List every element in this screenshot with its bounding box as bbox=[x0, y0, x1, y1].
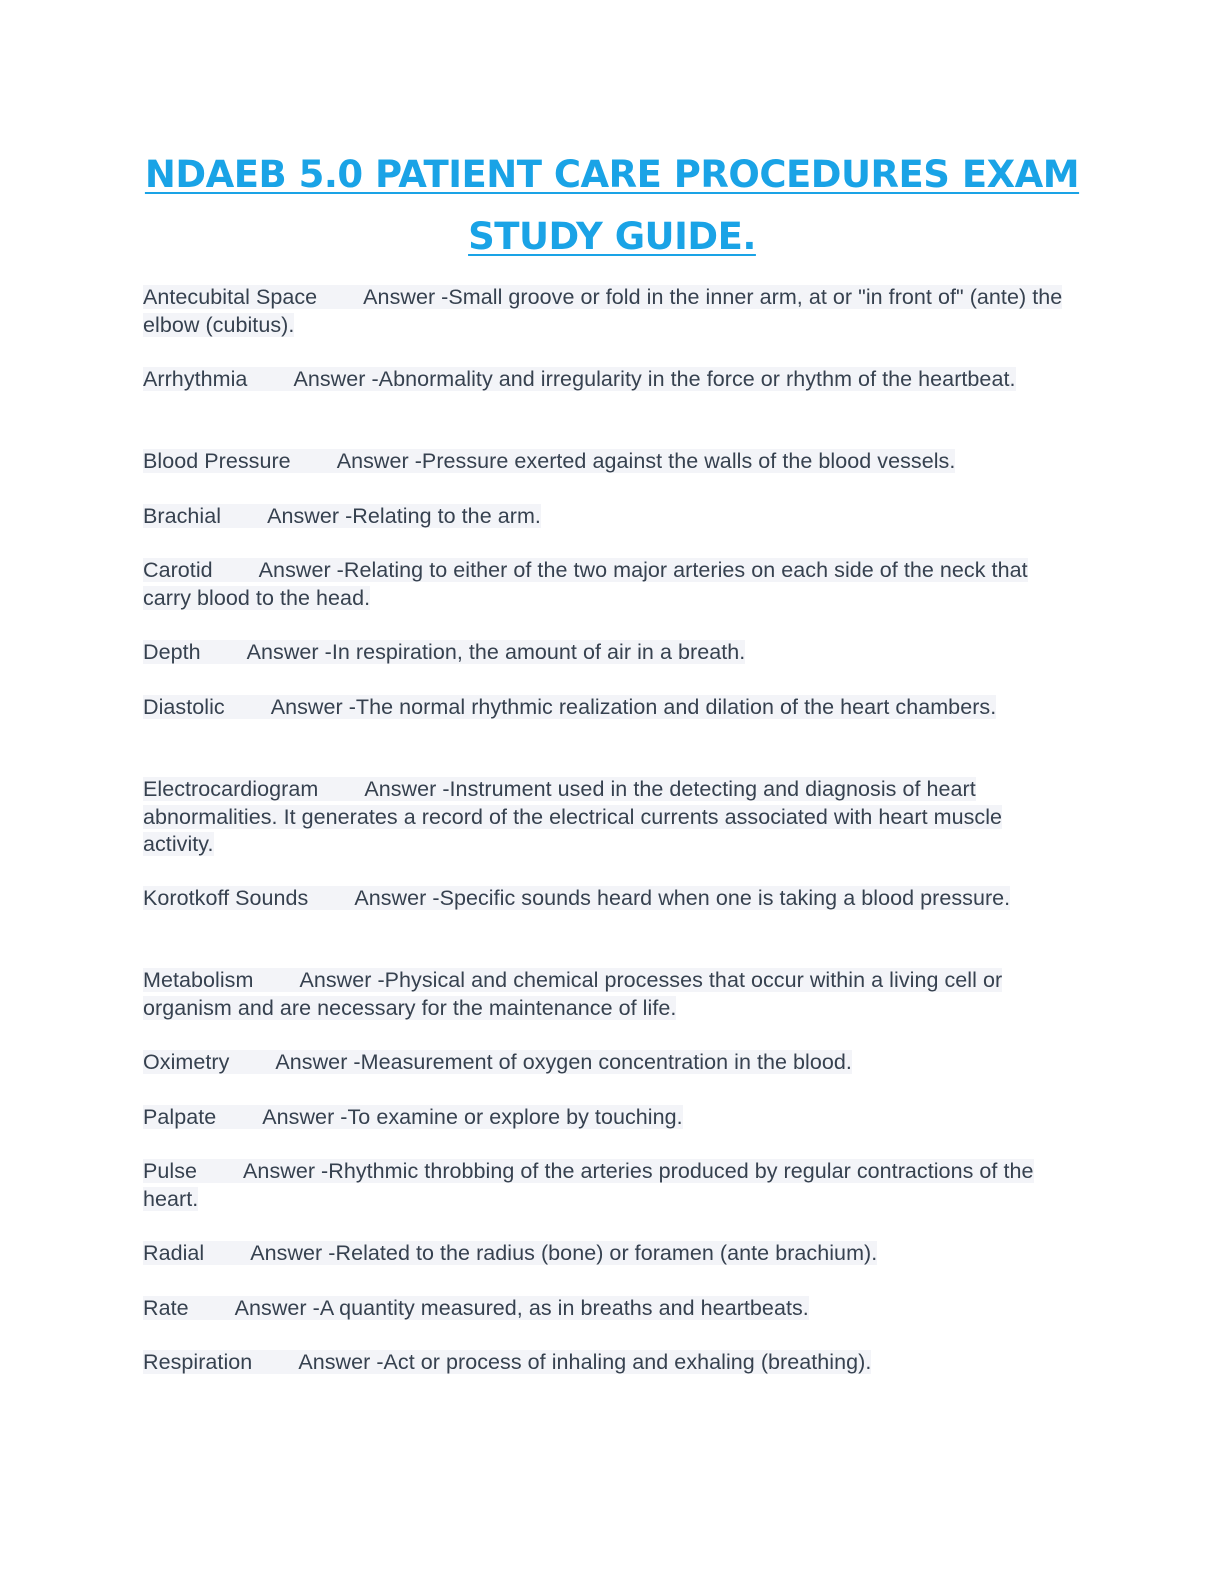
entry-term: Metabolism bbox=[143, 968, 254, 992]
glossary-entry bbox=[143, 503, 1073, 531]
glossary-entry bbox=[143, 776, 1073, 859]
glossary-entry bbox=[143, 557, 1073, 612]
entry-term: Arrhythmia bbox=[143, 367, 248, 391]
entry-term: Brachial bbox=[143, 504, 222, 528]
entry-answer: Answer -Relating to either of the two major arteries on each side of the neck that carry blood to the head. bbox=[143, 558, 1028, 610]
entry-answer: Answer -Related to the radius (bone) or foramen (ante brachium). bbox=[250, 1241, 878, 1265]
entry-answer: Answer -Pressure exerted against the walls of the blood vessels. bbox=[336, 449, 956, 473]
glossary-entry bbox=[143, 1049, 1073, 1077]
entry-term: Oximetry bbox=[143, 1050, 230, 1074]
entry-answer: Answer -The normal rhythmic realization and dilation of the heart chambers. bbox=[270, 695, 997, 719]
entry-term: Rate bbox=[143, 1296, 189, 1320]
entry-answer: Answer -To examine or explore by touching. bbox=[262, 1105, 683, 1129]
entry-answer: Answer -Abnormality and irregularity in the force or rhythm of the heartbeat. bbox=[293, 367, 1016, 391]
glossary-entry bbox=[143, 967, 1073, 1022]
entry-answer: Answer -Act or process of inhaling and exhaling (breathing). bbox=[298, 1350, 872, 1374]
entry-term: Korotkoff Sounds bbox=[143, 886, 309, 910]
glossary-entry bbox=[143, 1240, 1073, 1268]
glossary-entry bbox=[143, 694, 1073, 722]
entry-answer: Answer -Relating to the arm. bbox=[267, 504, 541, 528]
entry-answer: Answer -Instrument used in the detecting and diagnosis of heart abnormalities. It generates a record of the electrical currents associated with heart muscle activity. bbox=[143, 777, 1003, 856]
glossary-entry bbox=[143, 1349, 1073, 1377]
glossary-entry bbox=[143, 639, 1073, 667]
entry-answer: Answer -Specific sounds heard when one is taking a blood pressure. bbox=[354, 886, 1011, 910]
entry-term: Depth bbox=[143, 640, 201, 664]
glossary-entry bbox=[143, 1104, 1073, 1132]
title-line-1: NDAEB 5.0 PATIENT CARE PROCEDURES EXAM bbox=[144, 153, 1080, 196]
entry-answer: Answer -In respiration, the amount of air in a breath. bbox=[246, 640, 746, 664]
entry-term: Pulse bbox=[143, 1159, 198, 1183]
entry-answer: Answer -Small groove or fold in the inner arm, at or "in front of" (ante) the elbow (cubitus). bbox=[143, 285, 1063, 337]
glossary-entry bbox=[143, 885, 1073, 913]
entry-term: Electrocardiogram bbox=[143, 777, 319, 801]
title-line-2: STUDY GUIDE. bbox=[468, 215, 756, 258]
entry-term: Radial bbox=[143, 1241, 205, 1265]
entry-term: Diastolic bbox=[143, 695, 225, 719]
glossary-entry bbox=[143, 1158, 1073, 1213]
entry-answer: Answer -Rhythmic throbbing of the arteries produced by regular contractions of the heart. bbox=[143, 1159, 1034, 1211]
document-title bbox=[100, 144, 1124, 268]
entry-answer: Answer -Physical and chemical processes that occur within a living cell or organism and are necessary for the maintenance of life. bbox=[143, 968, 1003, 1020]
entry-term: Palpate bbox=[143, 1105, 217, 1129]
entry-answer: Answer -Measurement of oxygen concentration in the blood. bbox=[275, 1050, 852, 1074]
entry-term: Respiration bbox=[143, 1350, 253, 1374]
entry-term: Blood Pressure bbox=[143, 449, 291, 473]
entry-answer: Answer -A quantity measured, as in breaths and heartbeats. bbox=[234, 1296, 809, 1320]
entry-term: Carotid bbox=[143, 558, 213, 582]
entry-term: Antecubital Space bbox=[143, 285, 318, 309]
glossary-entry bbox=[143, 1295, 1073, 1323]
glossary-entry bbox=[143, 284, 1073, 339]
glossary-entry bbox=[143, 366, 1073, 394]
glossary-entry bbox=[143, 448, 1073, 476]
